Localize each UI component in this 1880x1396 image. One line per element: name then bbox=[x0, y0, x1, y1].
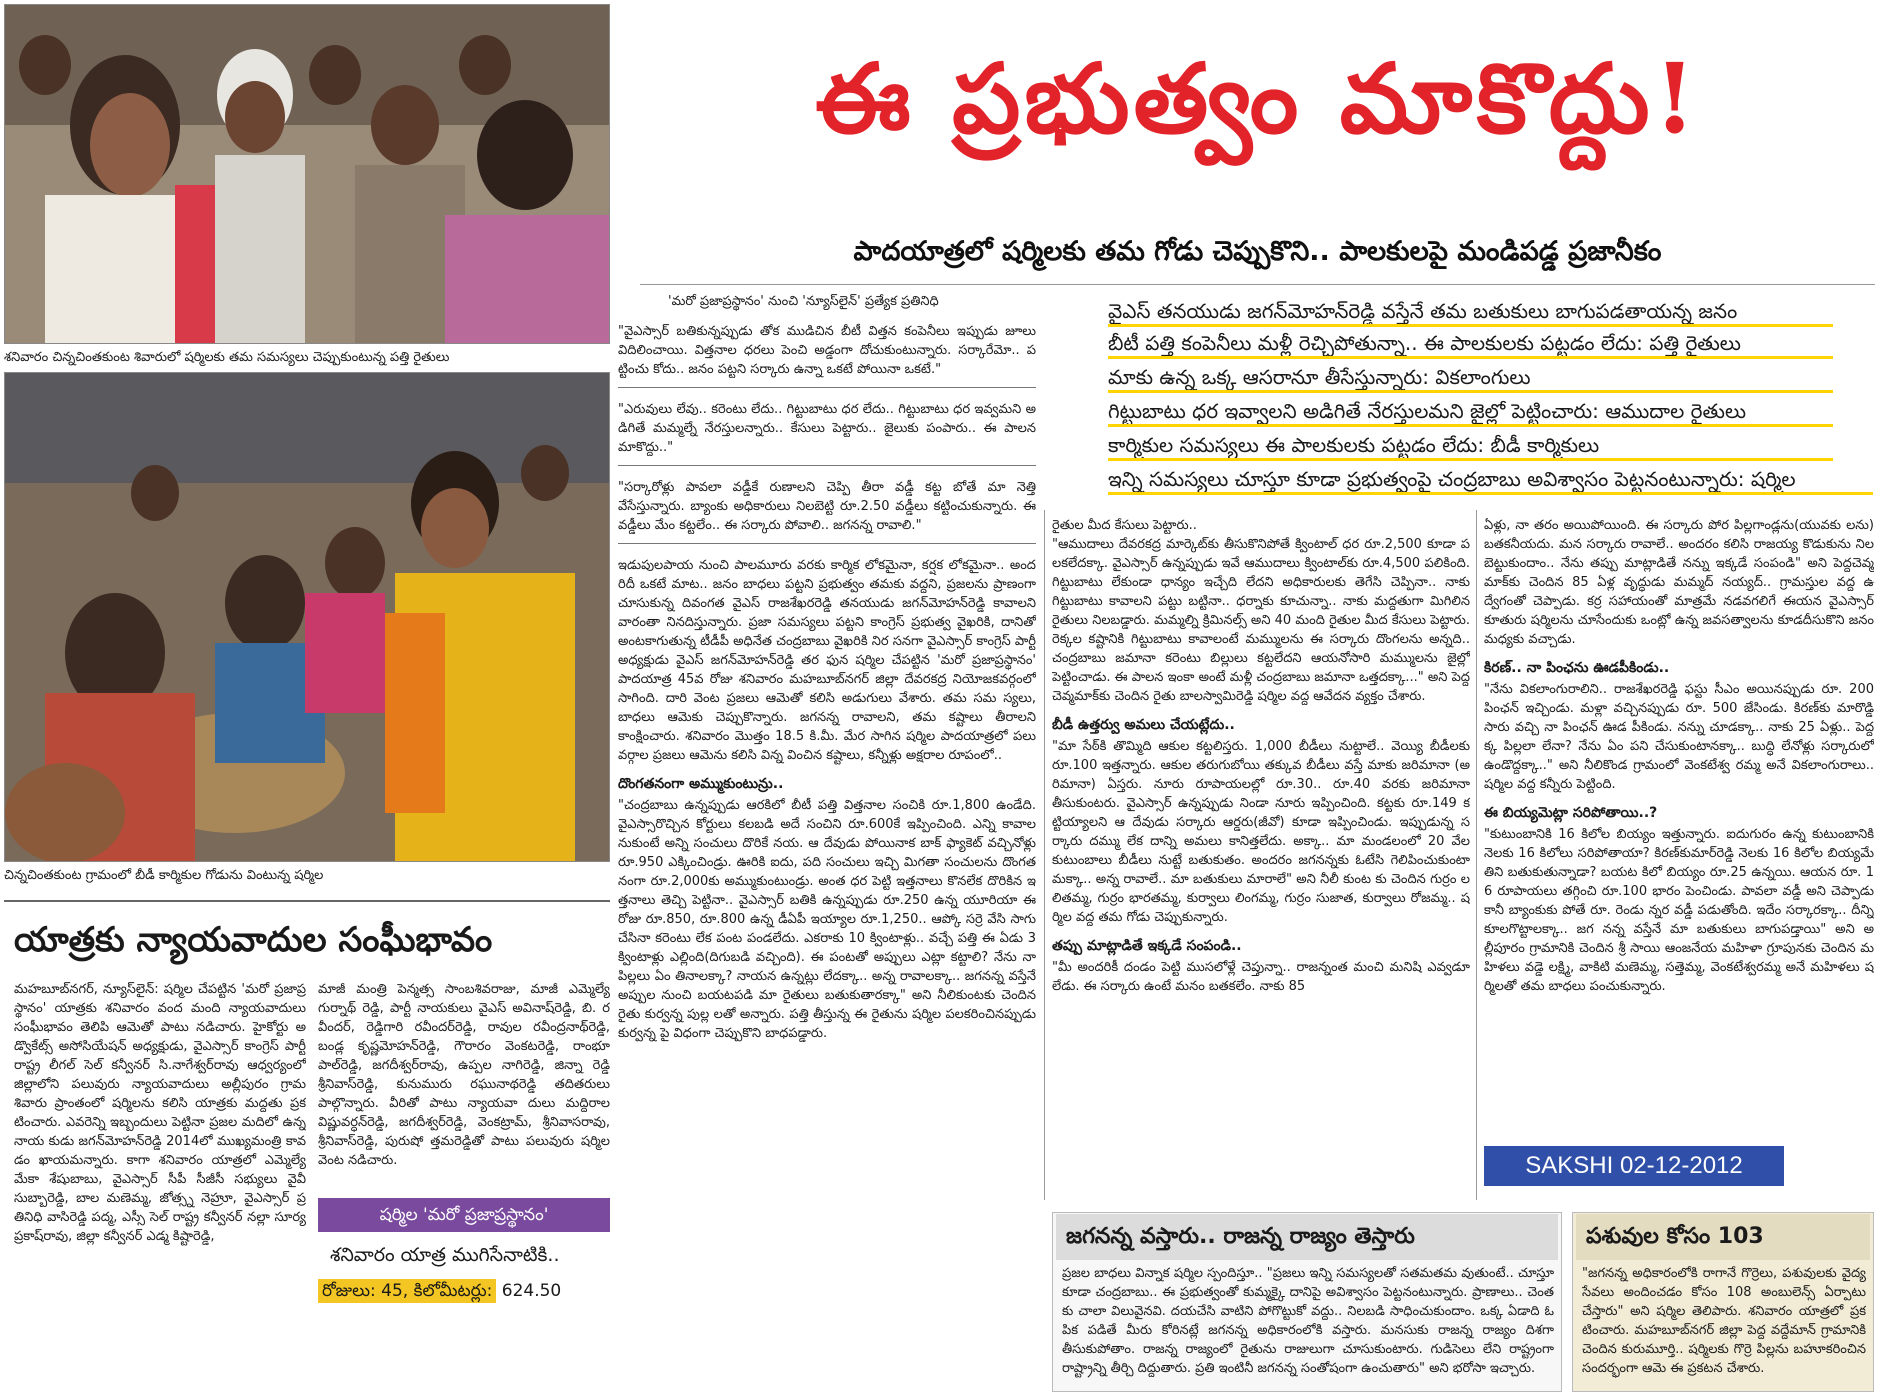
photo-cotton-farmers bbox=[4, 4, 610, 344]
quote-interest: "సర్కారోళ్లు పావలా వడ్డీకే రుణాలని చెప్పి తీరా వడ్డీ కట్ట బోతే మా నెత్తి వేసేస్తున్నారు. బ్యాంకు అధికారులు నిలబెట్టి రూ.2.50 వడ్డీలు కట్టించుకున్నారు. ఈ వడ్డీలు మేం కట్టలేం.. ఈ సర్కారు పోవాలి.. జగనన్న రావాలి." bbox=[618, 478, 1036, 544]
article-seeds-body: "చంద్రబాబు ఉన్నప్పుడు ఆరకిలో బీటీ పత్తి విత్తనాల సంచికి రూ.1,800 ఉండేది. వైఎస్సారొచ్చిన కోర్టులు కలబడి అదే సంచిని రూ.600కే ఇప్పించింది. ఎన్ని కావాలనుకుంటే అన్ని సంచులు దొరికే నయ. ఆ దేవుడు పోయినాక బాక్ ఫ్యాకెట్ వచ్చినోళ్లు రూ.950 ఎక్కించిండ్రు. ఊరికి ఐదు, పది సంచులు ఇచ్చి మిగతా సంచులను దొంగతనంగా రూ.2,000కు అమ్ముకుంటుండ్రు. అంత ధర పెట్టి ఇత్తనాలు కొనలేక దొరికిన ఇత్తనాలు తెచ్చి పెట్టినా.. వైఎస్సార్ బతికి ఉన్నప్పుడు రూ.250 ఉన్న యూరియా ఈ రోజు రూ.850, రూ.800 ఉన్న డీఏపీ ఇయ్యాల రూ.1,250.. ఆప్కో సర్రె వేసి సాగు చేసినా కరెంటు లేక పంట పండలేదు. ఎకరాకు 10 క్వింటాళ్లు.. వచ్చే పత్తి ఈ ఏడు 3 క్వింటాళ్లు ఎల్లింది(దిగుబడి వచ్చింది). ఈ పంటతో అప్పులు ఎట్లా కట్టాలి? నేను నా పిల్లలు ఏం తినాలక్కా? నాయన ఉన్నట్లు లేదక్కా.. అన్న రావాలక్కా.. జగనన్న వస్తేనే అప్పుల నుంచి బయటపడి మా రైతులు బతుకుతారక్కా" అని నీలికుంటకు చెందిన రైతు కుర్వన్న పుల్ల లతో అన్నారు. పత్తి తీస్తున్న ఈ రైతును షర్మిల పలకరించినప్పుడు కుర్వన్న పై విధంగా చెప్పుకొని బాధపడ్డారు. bbox=[618, 798, 1036, 1041]
highlight-3: మాకు ఉన్న ఒక్క ఆసరానూ తీసేస్తున్నారు: వికలాంగులు bbox=[1108, 364, 1833, 393]
subhead-seeds: దొంగతనంగా అమ్ముకుంటున్రు.. bbox=[618, 776, 784, 792]
jagan-box-body: ప్రజల బాధలు విన్నాక షర్మిల స్పందిస్తూ.. "ప్రజలు ఇన్ని సమస్యలతో సతమతమ వుతుంటే.. చూస్తూ కూడా చంద్రబాబు.. ఈ ప్రభుత్వంతో కుమ్మక్కై దానిపై అవిశ్వాసం పెట్టనంటున్నారు. ప్రాణాలు.. చెంతకు చాలా విలువైనవి. దయచేసి వాటిని పోగొట్టుకో వద్దు.. నిలబడి సాధించుకుందాం. ఒక్క ఏడాది ఓపిక పడితే మీరు కోరినట్లే జగనన్న అధికారంలోకి వస్తారు. మనసుకు రాజన్న రాజ్యం దిశగా తీసుకుపోతాం. రాజన్న రాజ్యంలో రైతును రాజులుగా చూసుకుంటారు. గుడిసెలు లేని రాష్ట్రంగా రాష్ట్రాన్ని తీర్చి దిద్దుతారు. ప్రతి ఇంటినీ జగనన్న సంతోషంగా ఉంచుతారు" అని భరోసా ఇచ్చారు. bbox=[1062, 1266, 1554, 1376]
lawyers-column-b bbox=[318, 980, 610, 1190]
cattle-box-title: పశువుల కోసం 103 bbox=[1576, 1214, 1870, 1260]
lawyers-body-a: మహబూబ్‌నగర్, న్యూస్‌లైన్: షర్మిల చేపట్టిన 'మరో ప్రజాప్రస్థానం' యాత్రకు శనివారం వంద మంది న్యాయవాదులు సంఘీభావం తెలిపి ఆమెతో పాటు నడిచారు. హైకోర్టు అడ్వొకేట్స్ అసోసియేషన్ అధ్యక్షుడు, వైఎస్సార్ కాంగ్రెస్ పార్టీ రాష్ట్ర లీగల్ సెల్ కన్వీనర్ సి.నాగేశ్వర్‌రావు ఆధ్వర్యంలో జిల్లాలోని పలువురు న్యాయవాదులు అల్లీపురం గ్రామశివారు ప్రాంతంలో షర్మిలను కలిసి యాత్రకు మద్దతు ప్రకటించారు. ఎవరెన్ని ఇబ్బందులు పెట్టినా ప్రజల మదిలో ఉన్న నాయ కుడు జగన్‌మోహన్‌రెడ్డి 2014లో ముఖ్యమంత్రి కావడం ఖాయమన్నారు. కాగా శనివారం యాత్రలో ఎమ్మెల్యే మేకా శేషుబాబు, వైఎస్సార్ సీపీ సీజీసీ సభ్యులు వైవీ సుబ్బారెడ్డి, బాల మణెమ్మ, జోత్స్న నెహ్రూ, వైఎస్సార్ ప్రతినిధి వాసిరెడ్డి పద్మ, ఎస్సీ సెల్ రాష్ట్ర కన్వీనర్ నల్లా సూర్యప్రకాష్‌రావు, జిల్లా కన్వీనర్ ఎడ్మ కిష్టారెడ్డి, bbox=[14, 982, 306, 1244]
column-divider-2 bbox=[1476, 510, 1477, 1200]
left-box-top-rule bbox=[4, 900, 610, 902]
yatra-stats bbox=[318, 1276, 610, 1306]
photo-caption-top: శనివారం చిన్నచింతకుంట శివారులో షర్మిలకు తమ సమస్యలు చెప్పుకుంటున్న పత్తి రైతులు bbox=[4, 350, 450, 365]
praja-prasthanam-bar: షర్మిల 'మరో ప్రజాప్రస్థానం' bbox=[318, 1198, 610, 1232]
article-column-1 bbox=[618, 322, 1036, 1382]
article-beedi-body: "మా సేఠ్‌కి తొమ్మిది ఆకుల కట్టలిస్తరు. 1,000 బీడీలు నుట్టాలే.. వెయ్యి బీడీలకు రూ.100 ఇత్తన్నారు. ఆకుల తరుగుబోయి తక్కువ బీడీలు వస్తే మాకు జరిమానా (అరిమానా) ఏస్తరు. నూరు రూపాయలల్లో రూ.30.. రూ.40 వరకు జరిమానా తీసుకుంటరు. వైఎస్సార్ ఉన్నప్పుడు నిండా నూరు ఇప్పించింది. కట్టకు రూ.149 కట్టియ్యాలని ఆ దేవుడు సర్కారు ఆర్డరు(జీవో) కూడా ఇప్పించిండు. ఇప్పుడున్న సర్కారు దమ్ము లేక దాన్ని అమలు కానిత్తలేదు. అక్కా.. మా మండలంలో 20 వేల కుటుంబాలు బీడీలు నుట్టే బతుకుతం. అందరం జగనన్నకు ఓటేసి గెలిపించుకుంటా మక్కా.. అన్న రావాలే.. మా బతుకులు మారాలే" అని నీలీ కుంట కు చెందిన గుర్రం లలితమ్మ, గుర్రం భారతమ్మ, కుర్వాలు లింగమ్మ, గుర్రం సుజాత, కుర్వాలు రోజమ్మ.. షర్మిల వద్ద తమ గోడు చెప్పుకున్నారు. bbox=[1052, 739, 1470, 925]
cattle-box-body: "జగనన్న అధికారంలోకి రాగానే గొర్రెలు, పశువులకు వైద్య సేవలు అందించడం కోసం 108 అంబులెన్స్ ఏర్పాటు చేస్తారు" అని షర్మిల తెలిపారు. శనివారం యాత్రలో ప్రకటించారు. మహబూబ్‌నగర్ జిల్లా పెద్ద వద్దేమాన్ గ్రామానికి చెందిన కురుమూర్తి.. షర్మిలకు గొర్రె పిల్లను బహూకరించిన సందర్భంగా ఆమె ఈ ప్రకటన చేశారు. bbox=[1582, 1266, 1866, 1376]
sakshi-date-badge: SAKSHI 02-12-2012 bbox=[1484, 1146, 1784, 1186]
photo-beedi-workers bbox=[4, 372, 610, 862]
highlight-1: వైఎస్ తనయుడు జగన్‌మోహన్‌రెడ్డి వస్తేనే తమ బతుకులు బాగుపడతాయన్న జనం bbox=[1108, 298, 1833, 327]
main-headline: ఈ ప్రభుత్వం మాకొద్దు! bbox=[815, 42, 1700, 155]
article-intro: ఇడుపులపాయ నుంచి పాలమూరు వరకు కార్మిక లోకమైనా, కర్షక లోకమైనా.. అందరిదీ ఒకటే మాట.. జనం బాధలు పట్టని ప్రభుత్వం తమకు వద్దని, ప్రజలను ప్రాణంగా చూసుకున్న దివంగత వైఎస్ రాజశేఖరరెడ్డి తనయుడు జగన్‌మోహన్‌రెడ్డి కావాలని వారంతా నినదిస్తున్నారు. ప్రజా సమస్యలు పట్టని కాంగ్రెస్ ప్రభుత్వ వైఖరికి, దానితో అంటకాగుతున్న టీడీపీ అధినేత చంద్రబాబు వైఖరికి నిర సనగా వైఎస్సార్ కాంగ్రెస్ పార్టీ అధ్యక్షుడు వైఎస్ జగన్‌మోహన్‌రెడ్డి తర ఫున షర్మిల చేపట్టిన 'మరో ప్రజాప్రస్థానం' పాదయాత్ర 45వ రోజు శనివారం మహబూబ్‌నగర్ జిల్లా దేవరకద్ర నియోజకవర్గంలో సాగింది. దారి వెంట ప్రజలు ఆమెతో కలిసి అడుగులు వేశారు. తమ సమ స్యలు, బాధలు ఆమెకు చెప్పుకొన్నారు. జగనన్న రావాలని, తమ కష్టాలు తీరాలని కాంక్షించారు. శనివారం మొత్తం 18.5 కి.మీ. మేర సాగిన షర్మిల పాదయాత్రలో పలు వర్గాల ప్రజలు ఆమెను కలిసి విన్న వించిన కష్టాలు, కన్నీళ్లు అక్షరాల రూపంలో.. bbox=[618, 558, 1036, 763]
subhead-rice: ఈ బియ్యమెట్లా సరిపోతాయి..? bbox=[1484, 805, 1658, 821]
photo-cotton-farmers-image bbox=[5, 5, 610, 344]
photo-caption-bottom: చిన్నచింతకుంట గ్రామంలో బీడీ కార్మికుల గోడును వింటున్న షర్మిల bbox=[4, 868, 324, 883]
article-pension-body: "నేను వికలాంగురాలిని.. రాజశేఖరరెడ్డి ఫస్టు సీఎం అయినప్పుడు రూ. 200 పింఛన్ ఇచ్చిండు. మళ్లా వచ్చినప్పుడు రూ. 500 జేసిండు. కిరణ్‌కు మారొడ్డి సారు వచ్చి నా పింఛన్ ఊడ పీకిండు. నన్ను చూడక్కా.. నాకు 25 ఏళ్లు.. పెద్దక్క పిల్లలా లేనా? నేను ఏం పని చేసుకుంటానక్కా.. బుద్ధి లేనోళ్లు సర్కారులో ఉండొద్దక్కా.." అని నీలికొండ గ్రామంలో వెంకటేశ్వ రమ్మ అనే వికలాంగురాలు.. షర్మిల వద్ద కన్నీరు పెట్టింది. bbox=[1484, 682, 1874, 792]
quote-fertilizer: "ఎరువులు లేవు.. కరెంటు లేదు.. గిట్టుబాటు ధర లేదు.. గిట్టుబాటు ధర ఇవ్వమని అడిగితే మమ్మల్నే నేరస్తులన్నారు.. కేసులు పెట్టారు.. జైలుకు పంపారు.. ఈ పాలన మాకొద్దు.." bbox=[618, 400, 1036, 466]
subhead-beedi: బీడీ ఉత్తర్వు అమలు చేయట్లేదు.. bbox=[1052, 717, 1235, 733]
article-rice-body: "కుటుంబానికి 16 కిలోల బియ్యం ఇత్తున్నారు. ఐదుగురం ఉన్న కుటుంబానికి నెలకు 16 కిలోలు సరిపోతాయా? కిరణ్‌కుమార్‌రెడ్డి నెలకు 16 కిలోల బియ్యమే తిని బతుకుతున్నాడా? బయట కిలో బియ్యం రూ.25 ఉన్నయి. ఆయన రూ. 16 రూపాయలు తగ్గించి రూ.100 భారం పెంచిండు. పావలా వడ్డీ అని చెప్పాడు కానీ బ్యాంకుకు పోతే రూ. రెండు న్నర వడ్డీ పడుతోంది. ఇదేం సర్కారక్కా.. దీన్ని కూలగొట్టాలక్కా.. జగ నన్న వస్తేనే మా బతుకులు బాగుపడ్తాయి" అని అల్లీపూరం గ్రామానికి చెందిన శ్రీ సాయి ఆంజనేయ మహిళా గ్రూపునకు చెందిన మహిళలు వడ్డె లక్ష్మి, వాకిటి మణెమ్మ, సత్తెమ్మ, వెంకటేశ్వరమ్మ అనే మహిళలు షర్మిలతో తమ బాధలు పంచుకున్నారు. bbox=[1484, 827, 1874, 994]
article-column-3 bbox=[1484, 516, 1874, 1136]
correspondent-credit: 'మరో ప్రజాప్రస్థానం' నుంచి 'న్యూస్‌లైన్' ప్రత్యేక ప్రతినిధి bbox=[668, 294, 939, 309]
lawyers-body-b: మాజీ మంత్రి పెన్మత్స సాంబశివరాజు, మాజీ ఎమ్మెల్యే గుర్నాథ్ రెడ్డి, పార్టీ నాయకులు వైఎస్ అవినాష్‌రెడ్డి, బి. రవీందర్, రెడ్డిగారి రవీందర్‌రెడ్డి, రావుల రవీంద్రనాథ్‌రెడ్డి, బండ్ల కృష్ణమోహన్‌రెడ్డి, గౌరారం వెంకటరెడ్డి, రాంభూ పాల్‌రెడ్డి, జగదీశ్వర్‌రావు, ఉప్పల నాగిరెడ్డి, జిన్నా రెడ్డి శ్రీనివాస్‌రెడ్డి, కునుమురు రఘునాథరెడ్డి తదితరులు పాల్గొన్నారు. వీరితో పాటు న్యాయవా దులు మద్దిరాల విష్ణువర్ధన్‌రెడ్డి, జగదీశ్వర్‌రెడ్డి, వెంకట్రామ్, శ్రీనివాసరావు, శ్రీనివాస్‌రెడ్డి, పురుషో త్తమరెడ్డితో పాటు పలువురు షర్మిల వెంట నడిచారు. bbox=[318, 982, 610, 1168]
highlight-5: కార్మికుల సమస్యలు ఈ పాలకులకు పట్టడం లేదు: బీడీ కార్మికులు bbox=[1108, 432, 1833, 461]
jagan-box-title: జగనన్న వస్తారు.. రాజన్న రాజ్యం తెస్తారు bbox=[1056, 1214, 1558, 1260]
highlight-4: గిట్టుబాటు ధర ఇవ్వాలని అడిగితే నేరస్తులమని జైల్లో పెట్టించారు: ఆముదాల రైతులు bbox=[1108, 398, 1833, 427]
yatra-day-line: శనివారం యాత్ర ముగిసేనాటికి.. bbox=[330, 1244, 560, 1266]
subhead-divider bbox=[640, 284, 1875, 285]
subheadline: పాదయాత్రలో షర్మిలకు తమ గోడు చెప్పుకొని.. పాలకులపై మండిపడ్డ ప్రజానీకం bbox=[853, 236, 1662, 267]
yatra-stats-value: 624.50 bbox=[501, 1281, 562, 1301]
article-elder-body: "మీ అందరికీ దండం పెట్టి ముసలోళ్లే చెప్తున్నా.. రాజన్నంత మంచి మనిషి ఎవ్వడూ లేడు. ఈ సర్కారు ఉంటే మనం బతకలేం. నాకు 85 bbox=[1052, 960, 1470, 994]
article-elder-cont: ఏళ్లు, నా తరం అయిపోయింది. ఈ సర్కారు పోర పిల్లగాండ్లను(యువకు లను) బతకనీయదు. మన సర్కారు రావాలే.. అందరం కలిసి రాజయ్య కొడుకును నిలబెట్టుకుందాం.. నేను తప్పు మాట్లాడితే నన్ను ఇక్కడే సంపండి" అని పెద్దచెవ్మమాక్‌కు చెందిన 85 ఏళ్ల వృద్ధుడు మమ్మద్ నయ్యద్.. గ్రామస్తుల వద్ద ఉద్వేగంతో చెప్పాడు. కర్ర సహాయంతో మాత్రమే నడవగలిగే ఈయన వైఎస్సార్ కూతురు షర్మిలను చూసేందుకు ఒంట్లో ఉన్న జవసత్వాలను కూడదీసుకొని జనం మధ్యకు వచ్చాడు. bbox=[1484, 518, 1874, 647]
yatra-stats-label: రోజులు: 45, కిలోమీటర్లు: bbox=[318, 1279, 496, 1303]
column-divider-1 bbox=[1044, 510, 1045, 1200]
article-column-2 bbox=[1052, 516, 1470, 1202]
highlight-2: బీటీ పత్తి కంపెనీలు మళ్లీ రెచ్చిపోతున్నా.. ఈ పాలకులకు పట్టడం లేదు: పత్తి రైతులు bbox=[1108, 330, 1833, 359]
lawyers-column-a bbox=[14, 980, 306, 1390]
subhead-pension: కిరణ్.. నా పింఛను ఊడపీకిండు.. bbox=[1484, 660, 1670, 676]
photo-beedi-workers-image bbox=[5, 373, 610, 862]
article-castor-body: రైతుల మీద కేసులు పెట్టారు.. "ఆముదాలు దేవరకద్ర మార్కెట్‌కు తీసుకొనిపోతే క్వింటాల్ ధర రూ.2,500 కూడా పలకలేదక్కా. వైఎస్సార్ ఉన్నప్పుడు ఇవే ఆముదాలు క్వింటాల్‌కు రూ.4,500 పలికింది. గిట్టుబాటు లేకుండా ధాన్యం ఇచ్చేది లేదని అధికారులకు తెగేసి చెప్పినా.. నాకు గిట్టుబాటు కావాలని పట్టు బట్టినా.. ధర్నాకు కూచున్నా.. నాకు మద్దతుగా మిగిలిన రైతులు నిలబడ్డారు. మమ్మల్ని క్రిమినల్స్ అని 40 మంది రైతుల మీద కేసులు పెట్టారు. రెక్కల కష్టానికి గిట్టుబాటు కావాలంటే మమ్ములను ఈ సర్కారు దొంగలను అన్నది.. చంద్రబాబు జమానా కరెంటు బిల్లులు కట్టలేదని ఆయనోసారి మమ్ములను జైల్లో పెట్టించాడు. ఈ పాలన ఇంకా అంటే మళ్లీ చంద్రబాబు జమానా ఒత్తదక్కా..." అని పెద్దచెవ్మమాక్‌కు చెందిన రైతు బాలస్వామిరెడ్డి షర్మిల వద్ద ఆవేదన వ్యక్తం చేశారు. bbox=[1052, 518, 1470, 704]
subhead-elder: తప్పు మాట్లాడితే ఇక్కడే సంపండి.. bbox=[1052, 938, 1242, 954]
quote-cotton: "వైఎస్సార్ బతికున్నప్పుడు తోక ముడిచిన బీటీ విత్తన కంపెనీలు ఇప్పుడు జూలు విదిలించాయి. విత్తనాల ధరలు పెంచి అడ్డంగా దోచుకుంటున్నారు. సర్కారేమో.. పట్టించు కోదు.. జనం పట్టని సర్కారు ఉన్నా ఒకటే పోయినా ఒకటే." bbox=[618, 322, 1036, 388]
highlight-6: ఇన్ని సమస్యలు చూస్తూ కూడా ప్రభుత్వంపై చంద్రబాబు అవిశ్వాసం పెట్టనంటున్నారు: షర్మిల bbox=[1108, 466, 1873, 495]
lawyers-box-title: యాత్రకు న్యాయవాదుల సంఘీభావం bbox=[14, 920, 493, 960]
